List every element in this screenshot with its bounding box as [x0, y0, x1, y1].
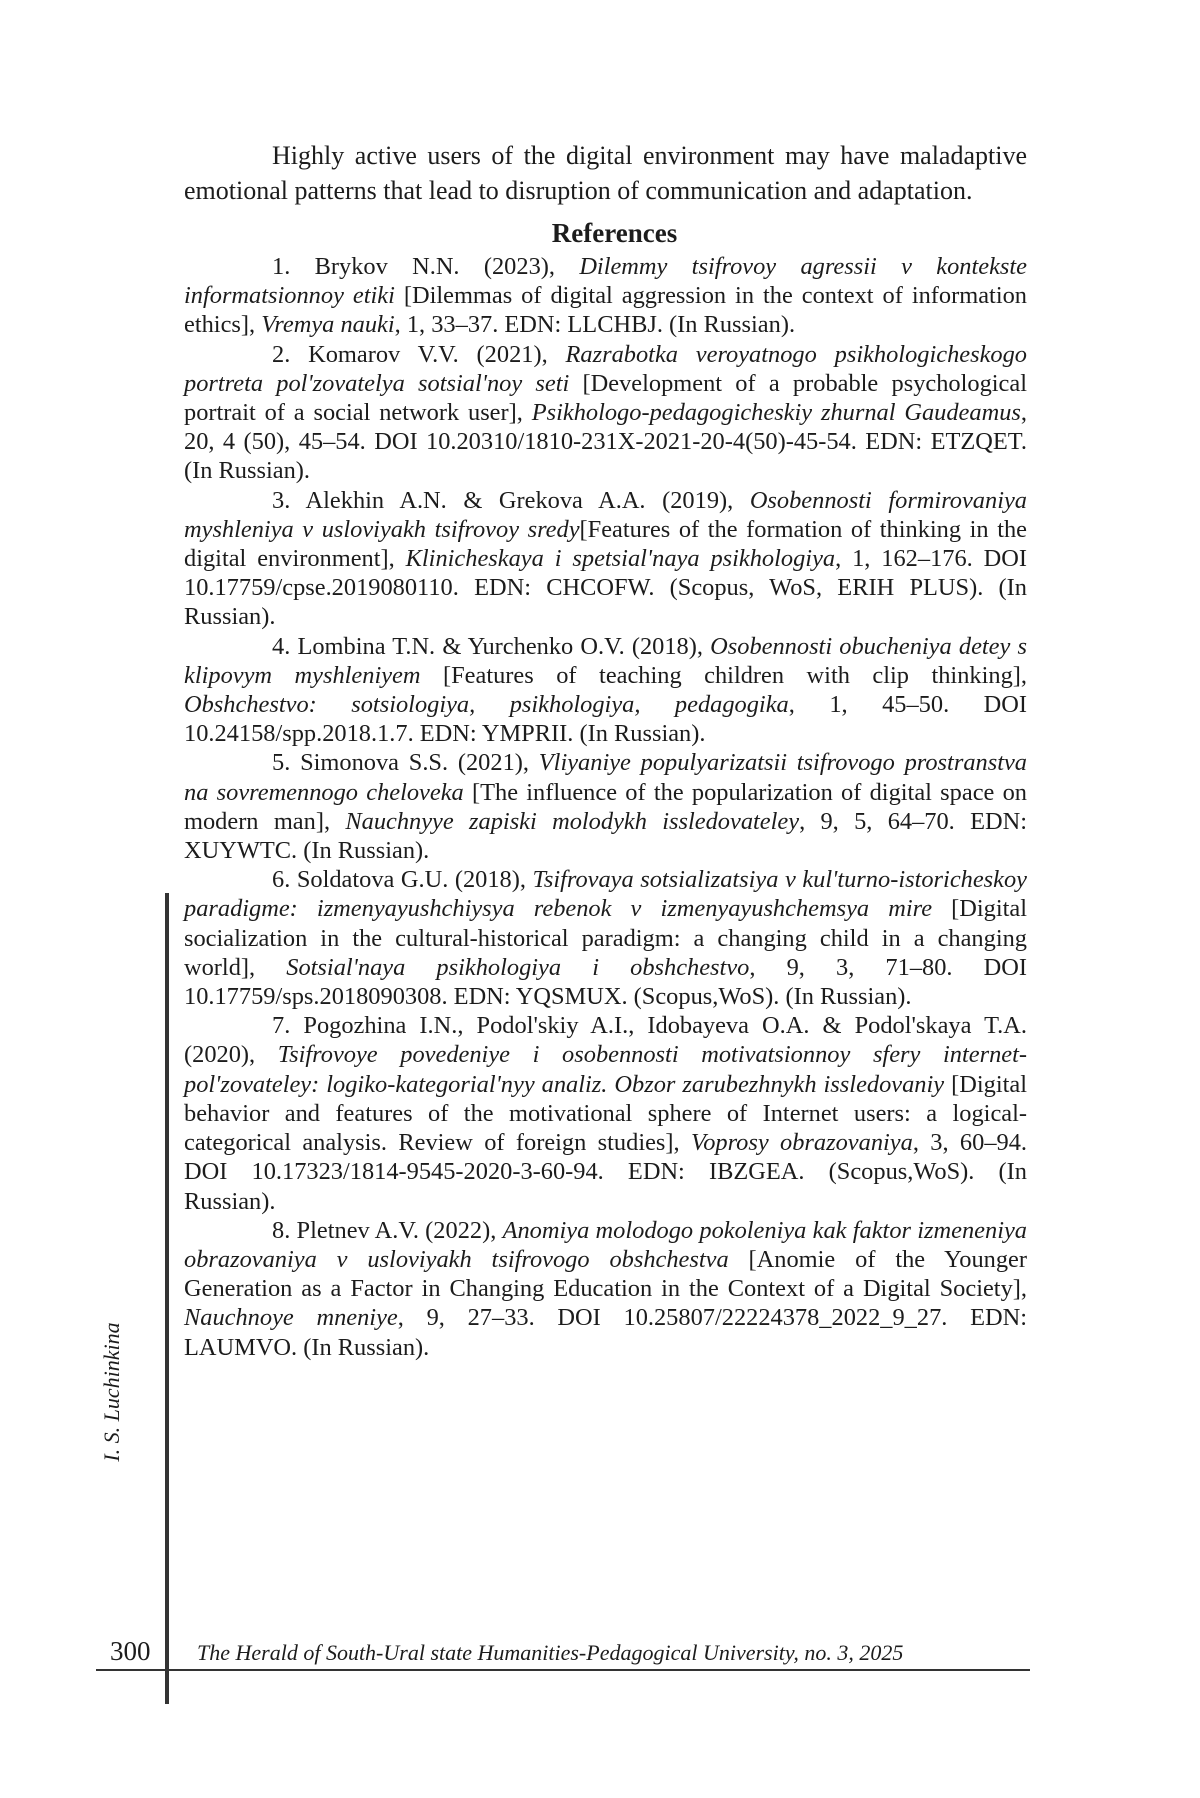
reference-item-6 [184, 865, 1027, 1011]
reference-source: Psikhologo-pedagogicheskiy zhurnal Gaudeamus [531, 399, 1021, 427]
reference-item-2 [184, 340, 1027, 486]
reference-title: Tsifrovoye povedeniye i osobennosti motivatsionnoy sfery internet-pol'zovateley: logiko-kategorial'nyy analiz. Obzor zarubezhnykh issledovaniy [184, 1041, 1027, 1098]
reference-title: Osobennosti obucheniya detey s klipovym myshleniyem [184, 632, 1027, 689]
reference-translation: [Development of a probable psychological portrait of a social network user], [184, 369, 1027, 427]
reference-details: , 1, 45–50. DOI 10.24158/spp.2018.1.7. EDN: YMPRII. (In Russian). [184, 691, 1027, 748]
reference-title: Dilemmy tsifrovoy agressii v kontekste informatsionnoy etiki [184, 253, 1028, 310]
reference-title: Anomiya molodogo pokoleniya kak faktor izmeneniya obrazovaniya v usloviyakh tsifrovogo obshchestva [184, 1216, 1028, 1273]
reference-item-1 [184, 252, 1027, 340]
reference-title: Razrabotka veroyatnogo psikhologicheskogo portreta pol'zovatelya sotsial'noy seti [184, 340, 1028, 397]
reference-author: 6. Soldatova G.U. (2018), [272, 866, 533, 894]
reference-item-4 [184, 632, 1027, 749]
reference-translation: [Anomie of the Younger Generation as a Factor in Changing Education in the Context of a Digital Society], [184, 1245, 1028, 1303]
reference-source: Nauchnoye mneniye [184, 1304, 398, 1332]
reference-source: Sotsial'naya psikhologiya i obshchestvo [286, 953, 750, 981]
main-content [184, 138, 1027, 1362]
reference-details: , 1, 33–37. EDN: LLCHBJ. (In Russian). [394, 311, 796, 339]
reference-author: 5. Simonova S.S. (2021), [272, 749, 539, 777]
reference-details: , 3, 60–94. DOI 10.17323/1814-9545-2020-3-60-94. EDN: IBZGEA. (Scopus,WoS). (In Russian). [184, 1129, 1027, 1215]
reference-source: Voprosy obrazovaniya [691, 1129, 913, 1157]
reference-translation: [Digital behavior and features of the motivational sphere of Internet users: a logical-categorical analysis. Review of foreign studies], [184, 1070, 1027, 1157]
reference-details: , 9, 3, 71–80. DOI 10.17759/sps.2018090308. EDN: YQSMUX. (Scopus,WoS). (In Russian). [184, 953, 1027, 1011]
reference-details: , 9, 27–33. DOI 10.25807/22224378_2022_9_27. EDN: LAUMVO. (In Russian). [184, 1304, 1027, 1361]
reference-title: Tsifrovaya sotsializatsiya v kul'turno-istoricheskoy paradigme: izmenyayushchiysya rebenok v izmenyayushchemsya mire [184, 866, 1028, 923]
footer-rule [96, 1669, 1030, 1671]
reference-item-3 [184, 486, 1027, 632]
reference-translation: [Features of teaching children with clip thinking], [420, 661, 1027, 689]
reference-author: 8. Pletnev A.V. (2022), [272, 1216, 503, 1244]
page-number: 300 [110, 1636, 151, 1666]
reference-details: , 20, 4 (50), 45–54. DOI 10.20310/1810-231X-2021-20-4(50)-45-54. EDN: ETZQET. (In Russian). [184, 399, 1027, 485]
reference-title: Vliyaniye populyarizatsii tsifrovogo prostranstva na sovremennogo cheloveka [184, 749, 1027, 806]
reference-source: Vremya nauki [261, 311, 395, 339]
intro-paragraph: Highly active users of the digital environment may have maladaptive emotional patterns that lead to disruption of communication and adaptation. [184, 141, 1027, 205]
reference-translation: [Features of the formation of thinking in the digital environment], [184, 515, 1027, 573]
reference-title: Osobennosti formirovaniya myshleniya v usloviyakh tsifrovoy sredy [184, 486, 1027, 543]
reference-item-8 [184, 1216, 1027, 1362]
reference-item-5 [184, 748, 1027, 865]
reference-source: Klinicheskaya i spetsial'naya psikhologiya [405, 545, 836, 573]
reference-details: , 1, 162–176. DOI 10.17759/cpse.2019080110. EDN: CHCOFW. (Scopus, WoS, ERIH PLUS). (In Russian). [184, 545, 1028, 631]
reference-translation: [Digital socialization in the cultural-historical paradigm: a changing child in a changing world], [184, 895, 1027, 981]
reference-translation: [Dilemmas of digital aggression in the context of information ethics], [184, 282, 1027, 339]
reference-author: 3. Alekhin A.N. & Grekova A.A. (2019), [272, 486, 750, 514]
reference-source: Obshchestvo: sotsiologiya, psikhologiya, pedagogika [184, 691, 789, 719]
reference-translation: [The influence of the popularization of digital space on modern man], [184, 778, 1027, 835]
reference-source: Nauchnyye zapiski molodykh issledovateley [345, 807, 800, 835]
reference-author: 4. Lombina T.N. & Yurchenko O.V. (2018), [272, 632, 711, 660]
references-heading: References [551, 218, 678, 248]
reference-item-7 [184, 1011, 1027, 1215]
margin-vertical-rule [165, 893, 169, 1704]
running-head-author: I. S. Luchinkina [99, 1322, 124, 1462]
reference-author: 1. Brykov N.N. (2023), [272, 253, 580, 280]
reference-author: 2. Komarov V.V. (2021), [272, 340, 566, 368]
journal-footer: The Herald of South-Ural state Humanities-Pedagogical University, no. 3, 2025 [197, 1640, 904, 1665]
reference-author: 7. Pogozhina I.N., Podol'skiy A.I., Idobayeva O.A. & Podol'skaya T.A. (2020), [184, 1012, 1027, 1069]
reference-details: , 9, 5, 64–70. EDN: XUYWTC. (In Russian). [184, 807, 1027, 865]
